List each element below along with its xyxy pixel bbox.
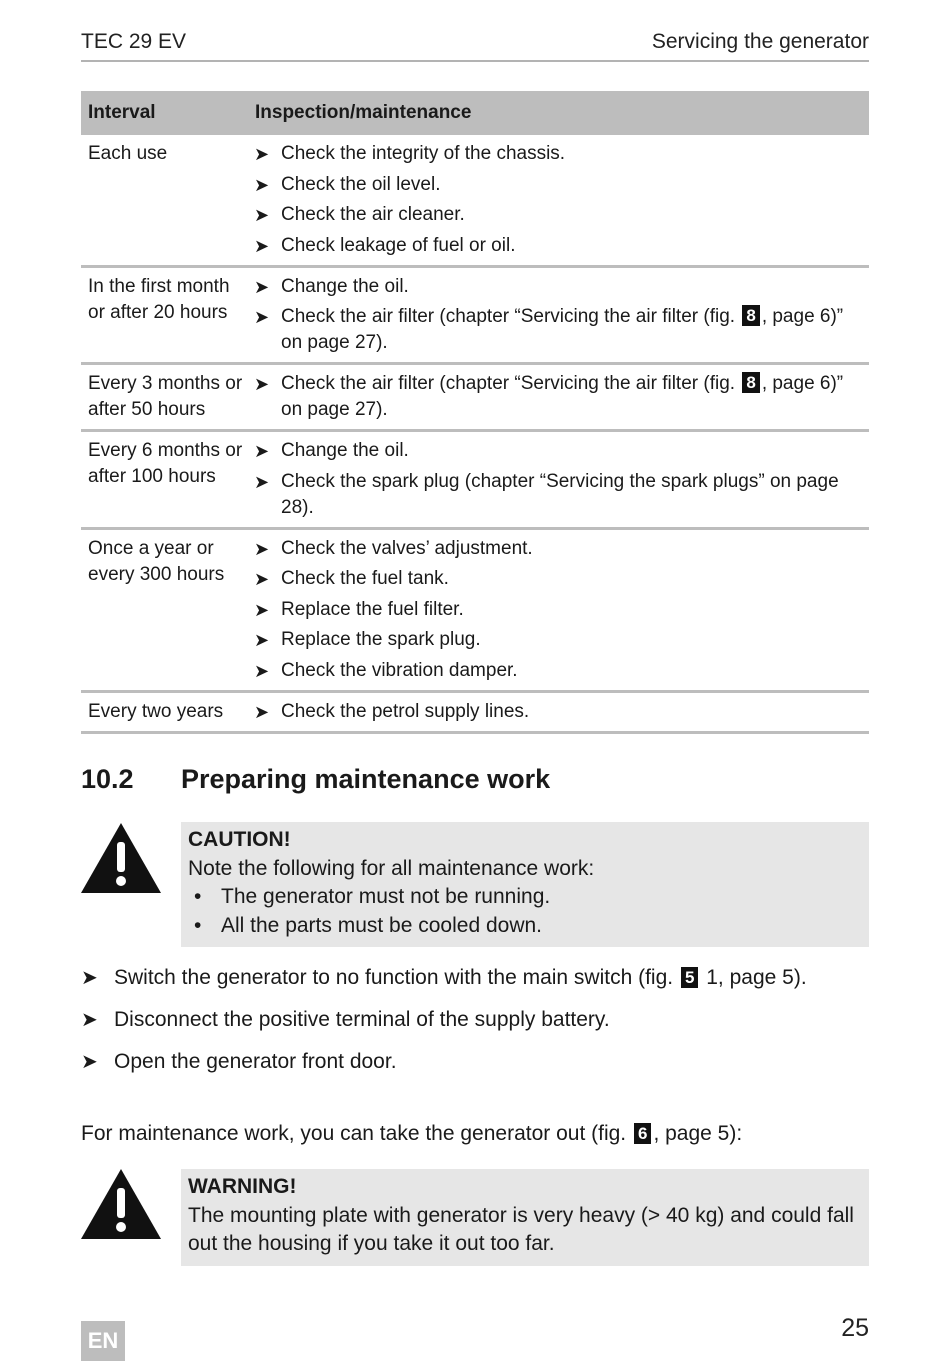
paragraph-text: For maintenance work, you can take the generator out (fig. (81, 1122, 632, 1145)
task-text: Check the vibration damper. (281, 659, 518, 681)
task-text: Check the petrol supply lines. (281, 700, 530, 722)
arrow-bullet-icon: ➤ (254, 569, 270, 589)
task-item (248, 202, 869, 228)
task-text: Check the fuel tank. (281, 568, 449, 589)
task-text: Check the air cleaner. (281, 204, 465, 225)
section-heading (81, 764, 869, 795)
table-row (81, 530, 869, 693)
table-header (81, 91, 869, 135)
task-item (248, 274, 869, 300)
task-item (248, 141, 869, 167)
warning-triangle-icon (80, 1168, 162, 1240)
task-item (248, 658, 869, 684)
task-text-part: , page 6)” on page 27). (281, 306, 844, 353)
arrow-bullet-icon: ➤ (254, 599, 270, 620)
step-item (81, 1006, 869, 1034)
task-text: Replace the spark plug. (281, 629, 481, 650)
arrow-bullet-icon: ➤ (81, 967, 98, 989)
tasks-cell (248, 438, 869, 521)
bullet-dot-icon: • (194, 913, 202, 937)
figure-ref-badge: 8 (742, 305, 759, 326)
task-item (248, 469, 869, 521)
tasks-cell (248, 141, 869, 259)
caution-bullet-text: All the parts must be cooled down. (221, 913, 543, 937)
figure-ref-badge: 5 (681, 967, 698, 988)
interval-cell: Every 3 months or after 50 hours (88, 373, 243, 420)
arrow-bullet-icon: ➤ (81, 1051, 98, 1073)
tasks-cell (248, 274, 869, 357)
step-text (114, 964, 807, 992)
caution-title: CAUTION! (188, 828, 291, 851)
paragraph (81, 1120, 869, 1148)
task-text-part: Check the air filter (chapter “Servicing the air filter (fig. (281, 373, 741, 394)
task-text: Change the oil. (281, 440, 409, 461)
maintenance-table (81, 91, 869, 734)
task-item (248, 233, 869, 259)
arrow-bullet-icon: ➤ (254, 374, 270, 394)
page-header (81, 28, 869, 62)
table-row (81, 365, 869, 432)
task-text: Check the spark plug (chapter “Servicing the spark plugs” on page 28). (281, 470, 839, 518)
chapter-title: Servicing the generator (651, 30, 869, 53)
arrow-bullet-icon: ➤ (254, 276, 270, 297)
task-item (248, 566, 869, 592)
table-row (81, 135, 869, 268)
tasks-cell (248, 371, 869, 423)
column-header-inspection: Inspection/maintenance (255, 102, 472, 123)
task-item (248, 597, 869, 623)
arrow-bullet-icon: ➤ (254, 471, 270, 492)
model-name: TEC 29 EV (81, 30, 187, 53)
task-text: Check leakage of fuel or oil. (281, 234, 516, 256)
interval-cell: Each use (88, 143, 168, 164)
column-header-interval: Interval (88, 102, 156, 123)
arrow-bullet-icon: ➤ (254, 630, 270, 650)
interval-cell: Every 6 months or after 100 hours (88, 440, 243, 487)
caution-intro: Note the following for all maintenance work: (188, 856, 595, 880)
task-item (248, 371, 869, 423)
step-text: Disconnect the positive terminal of the supply battery. (114, 1008, 610, 1031)
step-item (81, 964, 869, 992)
tasks-cell (248, 536, 869, 684)
caution-bullet-text: The generator must not be running. (221, 885, 551, 908)
arrow-bullet-icon: ➤ (254, 205, 270, 225)
section-title: Preparing maintenance work (181, 764, 551, 794)
warning-text: The mounting plate with generator is very heavy (> 40 kg) and could fall out the housing if you take it out too far. (188, 1203, 854, 1255)
task-item (248, 536, 869, 562)
tasks-cell (248, 699, 869, 725)
step-item (81, 1048, 869, 1076)
table-body (81, 135, 869, 734)
task-text: Check the integrity of the chassis. (281, 143, 566, 164)
task-text-part: , page 6)” on page 27). (281, 373, 844, 420)
interval-cell: Once a year or every 300 hours (88, 537, 225, 585)
interval-cell: In the first month or after 20 hours (88, 275, 230, 323)
task-text (281, 371, 869, 423)
task-item (248, 172, 869, 198)
task-item (248, 438, 869, 464)
section-number: 10.2 (81, 764, 134, 794)
task-item (248, 304, 869, 356)
arrow-bullet-icon: ➤ (254, 538, 270, 559)
arrow-bullet-icon: ➤ (254, 144, 270, 164)
task-text (281, 304, 869, 356)
task-text-part: Check the air filter (chapter “Servicing the air filter (fig. (281, 306, 741, 327)
table-row (81, 268, 869, 366)
page-number: 25 (841, 1314, 869, 1342)
arrow-bullet-icon: ➤ (81, 1009, 98, 1031)
interval-cell: Every two years (88, 700, 224, 722)
step-text: Open the generator front door. (114, 1050, 397, 1073)
warning-title: WARNING! (188, 1175, 297, 1198)
task-item (248, 627, 869, 653)
task-text: Change the oil. (281, 275, 409, 297)
arrow-bullet-icon: ➤ (254, 174, 270, 195)
bullet-dot-icon: • (194, 885, 202, 908)
language-tag: EN (81, 1321, 125, 1361)
arrow-bullet-icon: ➤ (254, 701, 270, 722)
task-item (248, 699, 869, 725)
arrow-bullet-icon: ➤ (254, 307, 270, 327)
caution-bullet (188, 883, 862, 912)
arrow-bullet-icon: ➤ (254, 441, 270, 461)
figure-ref-badge: 8 (742, 372, 759, 393)
arrow-bullet-icon: ➤ (254, 660, 270, 681)
table-row (81, 693, 869, 734)
step-text-part: Switch the generator to no function with the main switch (fig. (114, 966, 679, 989)
table-row (81, 432, 869, 530)
task-text: Check the oil level. (281, 173, 441, 195)
task-text: Replace the fuel filter. (281, 598, 464, 620)
warning-notice (181, 1169, 869, 1266)
figure-ref-badge: 6 (634, 1123, 651, 1144)
paragraph-text: , page 5): (653, 1122, 743, 1145)
caution-bullet (188, 912, 862, 941)
task-text: Check the valves’ adjustment. (281, 537, 533, 559)
caution-notice (181, 822, 869, 947)
arrow-bullet-icon: ➤ (254, 235, 270, 256)
step-text-part: 1, page 5). (700, 966, 807, 989)
warning-triangle-icon (80, 822, 162, 894)
